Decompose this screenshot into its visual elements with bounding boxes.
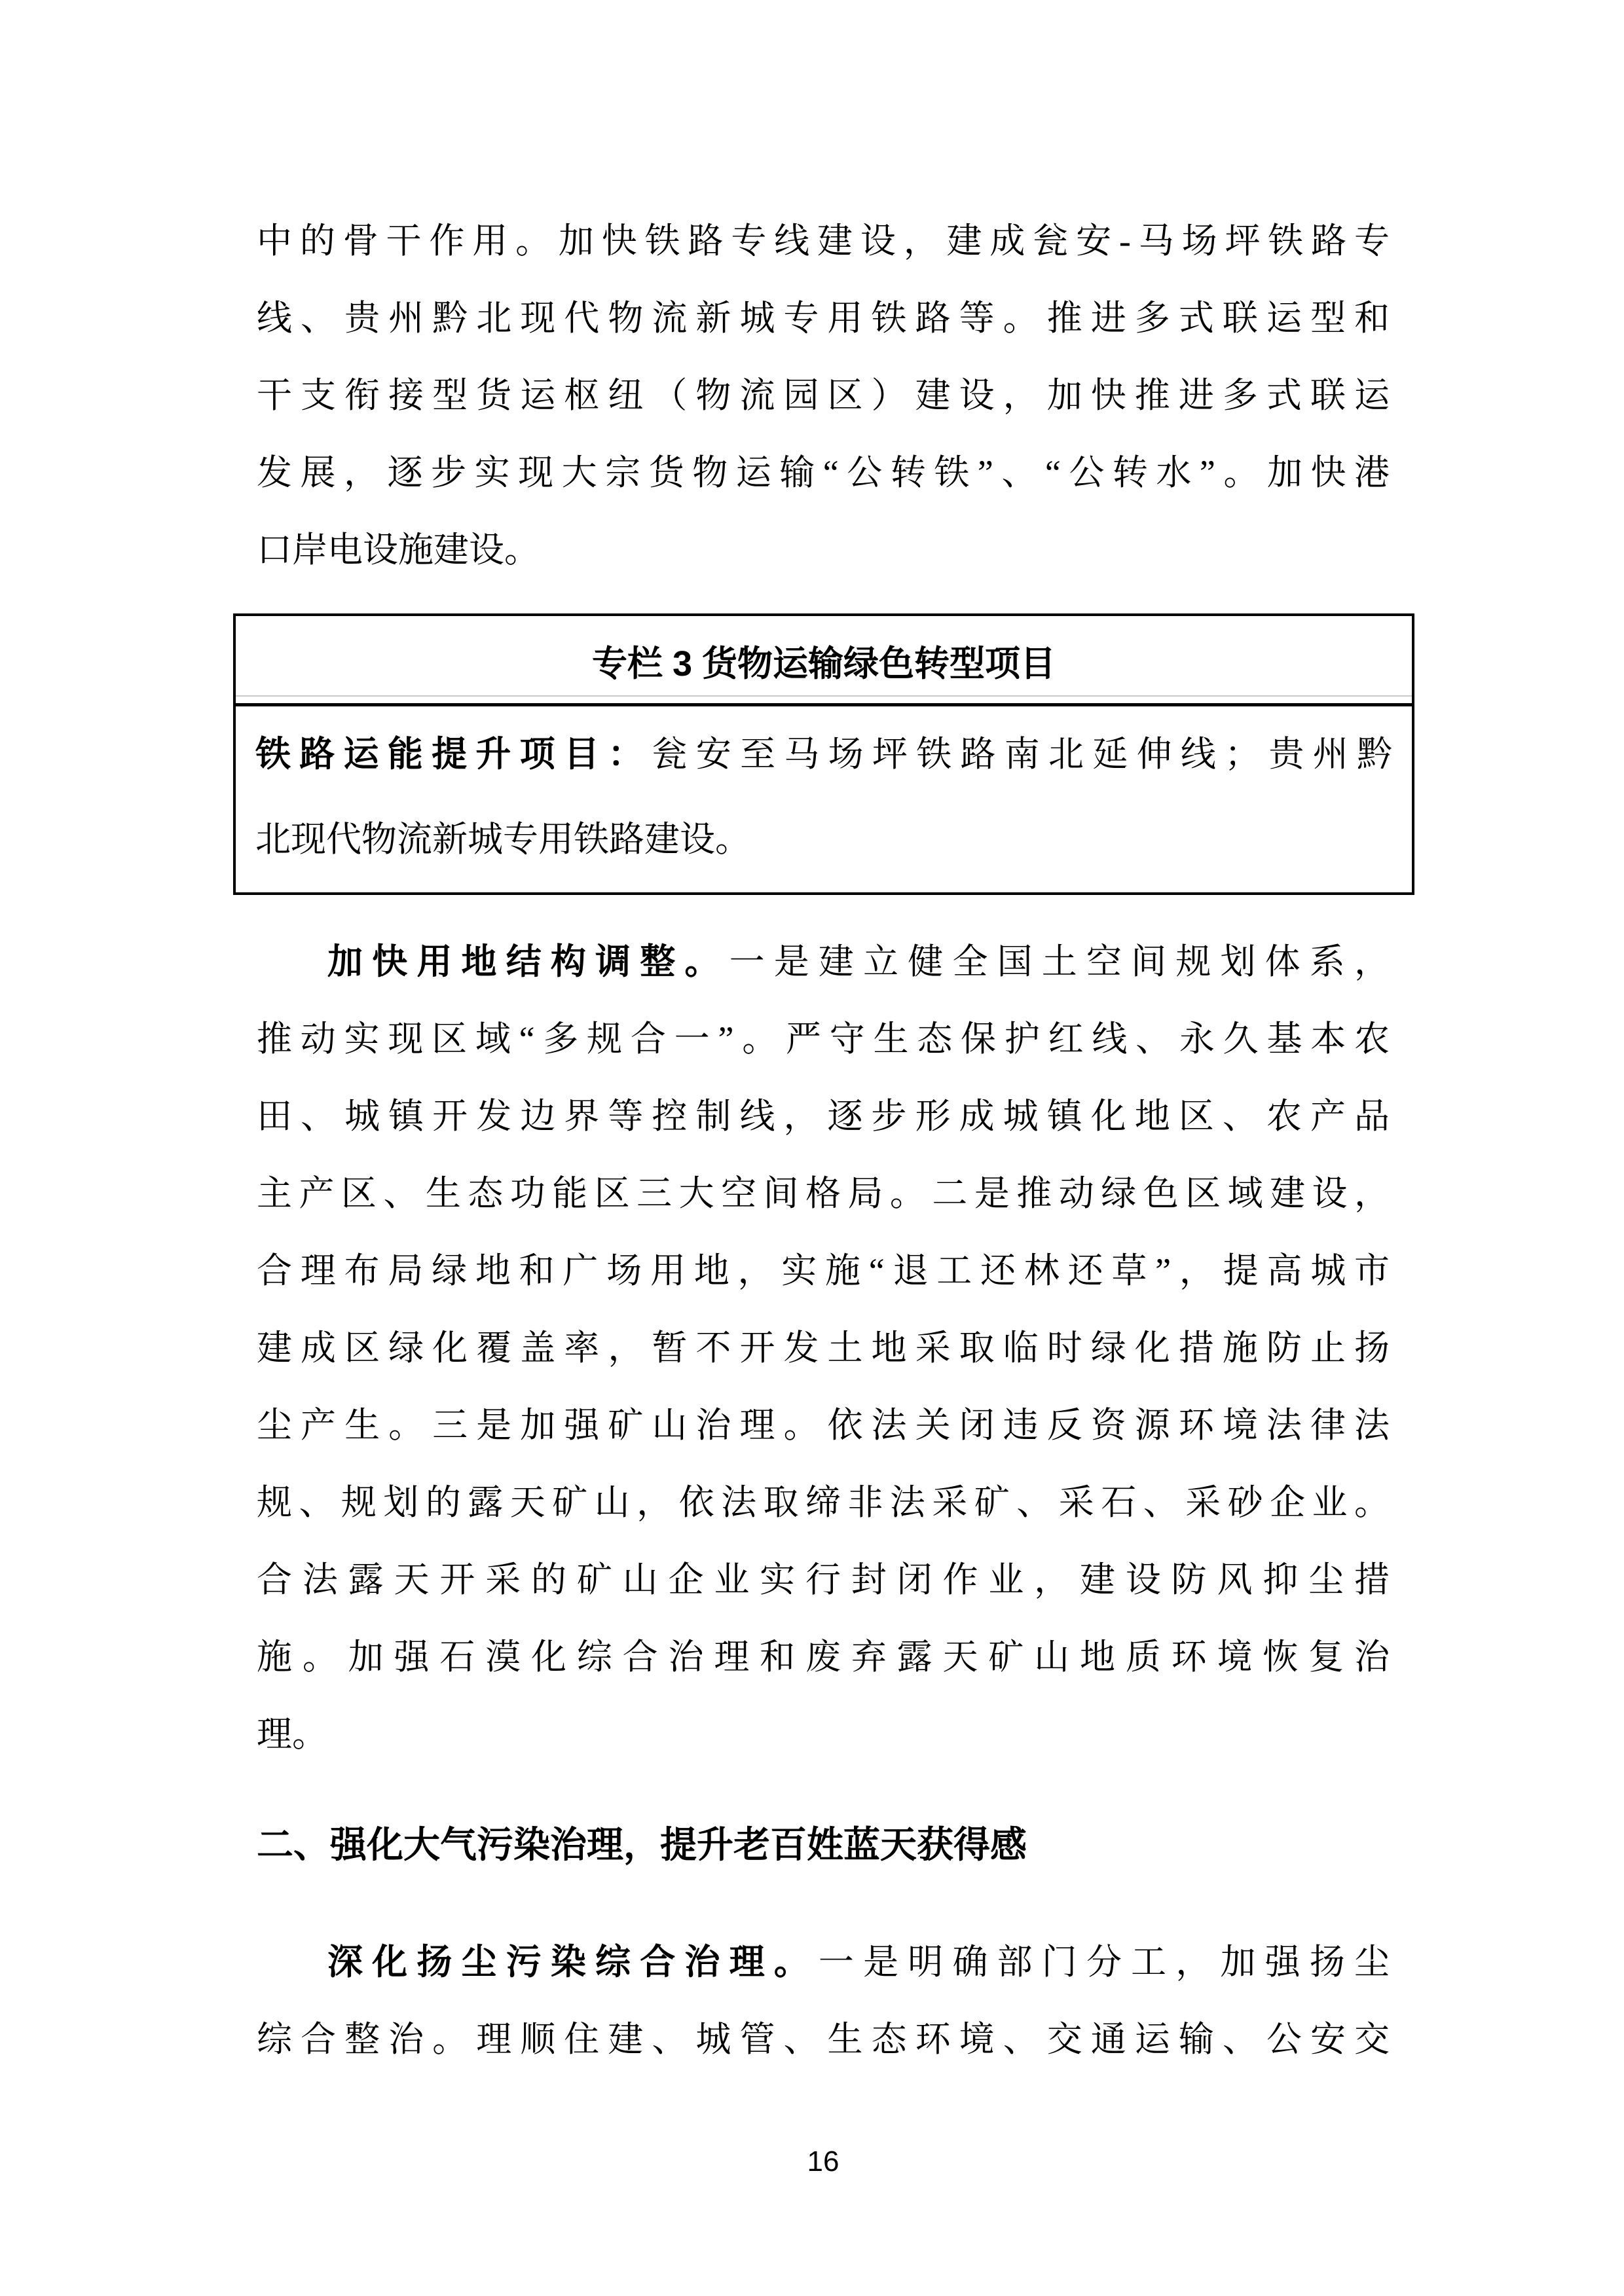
para2-line-2: 推动实现区域“多规合一”。严守生态保护红线、永久基本农	[257, 1019, 1390, 1059]
para2-line-4: 主产区、生态功能区三大空间格局。二是推动绿色区域建设，	[257, 1174, 1390, 1213]
para2-line-1	[257, 923, 1390, 1000]
para1-line-4: 发展，逐步实现大宗货物运输“公转铁”、“公转水”。加快港	[257, 453, 1390, 492]
paragraph-2	[257, 923, 1390, 1773]
box-body-line-1	[255, 712, 1392, 797]
box-body-line-1-rest: 瓮安至马场坪铁路南北延伸线；贵州黔	[652, 735, 1393, 774]
para1-line-2: 线、贵州黔北现代物流新城专用铁路等。推进多式联运型和	[257, 299, 1390, 338]
feature-box-body	[236, 706, 1412, 892]
para2-lead-bold: 加快用地结构调整。	[327, 942, 729, 981]
para1-line-1: 中的骨干作用。加快铁路专线建设，建成瓮安-马场坪铁路专	[257, 221, 1390, 261]
para2-line-6: 建成区绿化覆盖率，暂不开发土地采取临时绿化措施防止扬	[257, 1328, 1390, 1368]
feature-box-column-3	[233, 613, 1414, 895]
para2-line-7: 尘产生。三是加强矿山治理。依法关闭违反资源环境法律法	[257, 1406, 1390, 1445]
page-number: 16	[807, 2145, 840, 2178]
para2-line-3: 田、城镇开发边界等控制线，逐步形成城镇化地区、农产品	[257, 1097, 1390, 1136]
para1-line-5: 口岸电设施建设。	[257, 530, 540, 570]
paragraph-3	[257, 1923, 1390, 2078]
para3-line-1	[257, 1923, 1390, 2001]
para3-line-1-rest: 一是明确部门分工，加强扬尘	[818, 1942, 1390, 1982]
feature-box-title: 专栏 3 货物运输绿色转型项目	[236, 616, 1412, 706]
para2-line-1-rest: 一是建立健全国土空间规划体系，	[729, 942, 1390, 981]
paragraph-1	[257, 202, 1390, 589]
para2-line-8: 规、规划的露天矿山，依法取缔非法采矿、采石、采砂企业。	[257, 1483, 1390, 1522]
box-body-line-2: 北现代物流新城专用铁路建设。	[255, 820, 750, 859]
para2-line-10: 施。加强石漠化综合治理和废弃露天矿山地质环境恢复治	[257, 1637, 1390, 1677]
para1-line-3: 干支衔接型货运枢纽（物流园区）建设，加快推进多式联运	[257, 376, 1390, 415]
para2-line-5: 合理布局绿地和广场用地，实施“退工还林还草”，提高城市	[257, 1251, 1390, 1290]
para3-line-2: 综合整治。理顺住建、城管、生态环境、交通运输、公安交	[257, 2020, 1390, 2059]
section-heading-2: 二、强化大气污染治理，提升老百姓蓝天获得感	[257, 1824, 1027, 1865]
box-body-lead-bold: 铁路运能提升项目：	[255, 735, 652, 774]
para2-line-9: 合法露天开采的矿山企业实行封闭作业，建设防风抑尘措	[257, 1560, 1390, 1599]
para2-line-11: 理。	[257, 1715, 327, 1754]
para3-lead-bold: 深化扬尘污染综合治理。	[327, 1942, 819, 1982]
